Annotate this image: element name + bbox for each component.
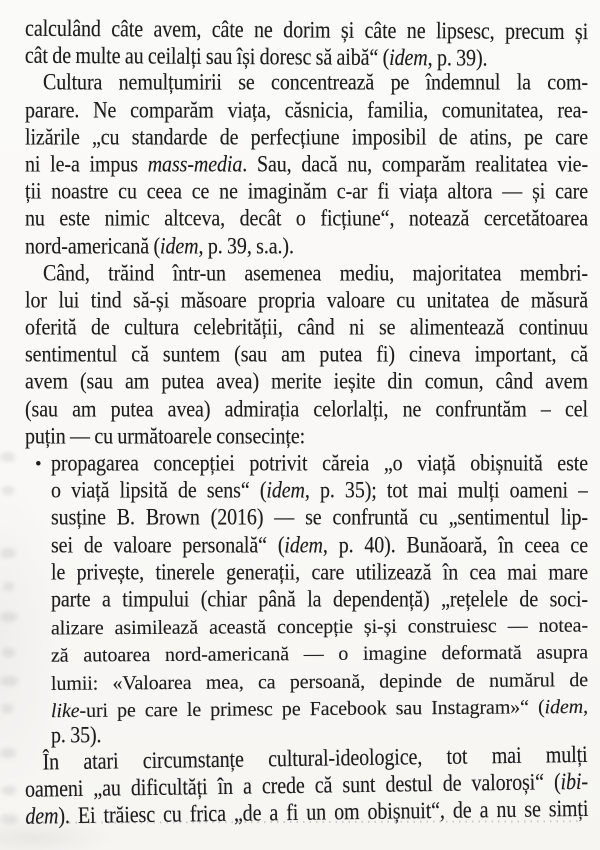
- text-segment: , p. 39).: [427, 45, 488, 72]
- text-segment: alizare asimilează această concepție și-și construiesc — notea-: [50, 614, 589, 640]
- italic-text-segment: like: [50, 699, 80, 722]
- text-segment: sei de valoare personală“ (: [51, 532, 285, 559]
- text-segment: oferită de cultura celebrității, când ni se alimentează continuu: [25, 314, 588, 341]
- text-segment: , p. 40). Bunăoară, în ceea ce: [322, 532, 588, 559]
- text-segment: ții noastre cu ceea ce ne imaginăm c-ar fi viața altora — și care: [25, 178, 588, 205]
- text-segment: lizările „cu standarde de perfecțiune imposibil de atins, pe care: [25, 124, 588, 151]
- paragraph-in-atari-circumstante: [24, 742, 588, 831]
- text-segment: . Sau, dacă nu, comparăm realitatea vie-: [242, 151, 588, 178]
- text-segment: puțin — cu următoarele consecințe:: [25, 423, 306, 450]
- text-segment: , p. 39, s.a.).: [198, 233, 294, 260]
- text-segment: nord-americană (: [25, 233, 161, 260]
- italic-text-segment: mass-media: [147, 151, 243, 178]
- text-segment: parte a timpului (chiar până la dependență) „rețelele de soci-: [51, 586, 588, 613]
- text-line: [51, 613, 588, 643]
- text-line: [51, 584, 588, 616]
- text-segment: propagarea concepției potrivit căreia „o viață obișnuită este: [51, 450, 588, 477]
- text-line: [51, 667, 588, 698]
- italic-text-segment: idem: [284, 532, 323, 559]
- paragraph-cultura-nemultumirii: [25, 70, 588, 260]
- page-text: [25, 16, 588, 832]
- text-line: [51, 640, 588, 670]
- text-segment: parare. Ne comparăm viața, căsnicia, familia, comunitatea, rea-: [25, 97, 588, 124]
- text-segment: ni le-a impus: [25, 151, 148, 178]
- italic-text-segment: dem: [25, 803, 59, 831]
- text-segment: lumii: «Valoarea mea, ca persoană, depinde de numărul de: [50, 668, 589, 695]
- text-segment: cât de multe au ceilalți sau își doresc să aibă“ (: [24, 42, 390, 72]
- text-segment: ,: [582, 695, 589, 718]
- paragraph-cand-traind: [25, 261, 588, 451]
- text-segment: avem (sau am putea avea) merite ieșite din comun, când avem: [25, 369, 588, 396]
- bullet-item-propagarea-conceptiei: [25, 451, 588, 750]
- text-line: [25, 794, 588, 834]
- text-segment: oameni „au dificultăți în a crede că sunt destul de valoroși“ (: [24, 769, 561, 803]
- text-segment: p. 35).: [51, 722, 102, 749]
- text-segment: În atari circumstanțe cultural-ideologice, tot mai mulți: [42, 741, 588, 776]
- text-segment: susține B. Brown (2016) — se confruntă cu „sentimentul lip-: [51, 505, 588, 532]
- text-segment: -uri pe care le primesc pe Facebook sau Instagram»“ (: [79, 695, 545, 722]
- italic-text-segment: idem: [544, 695, 584, 718]
- text-segment: (sau am putea avea) admirația celorlalți, ne confruntăm – cel: [25, 396, 588, 423]
- text-segment: , p. 35); tot mai mulți oameni –: [304, 477, 588, 504]
- text-segment: ză autoarea nord-americană — o imagine deformată asupra: [50, 641, 589, 667]
- text-segment: Cultura nemulțumirii se concentrează pe îndemnul la com-: [43, 70, 588, 97]
- text-segment: le privește, tinerele generații, care utilizează în cea mai mare: [51, 559, 588, 586]
- italic-text-segment: idem: [160, 233, 199, 260]
- text-segment: Când, trăind într-un asemenea mediu, majoritatea membri-: [43, 260, 588, 287]
- paragraph-continued: [25, 16, 588, 74]
- text-segment: ). Ei trăiesc cu frica „de a fi un om obișnuit“, de a nu se simți: [58, 796, 589, 830]
- text-segment: calculând câte avem, câte ne dorim și câte ne lipsesc, precum și: [25, 15, 589, 46]
- text-segment: lor lui tind să-și măsoare propria valoare cu unitatea de măsură: [25, 287, 588, 314]
- italic-text-segment: idem: [266, 477, 305, 504]
- bullet-marker: •: [35, 454, 42, 475]
- text-segment: o viață lipsită de sens“ (: [51, 477, 267, 504]
- text-segment: nu este nimic altceva, decât o ficțiune“, notează cercetătoarea: [25, 205, 588, 232]
- italic-text-segment: ibi-: [560, 769, 589, 796]
- italic-text-segment: idem: [389, 45, 428, 72]
- text-segment: sentimentul că suntem (sau am putea fi) cineva important, că: [25, 341, 588, 368]
